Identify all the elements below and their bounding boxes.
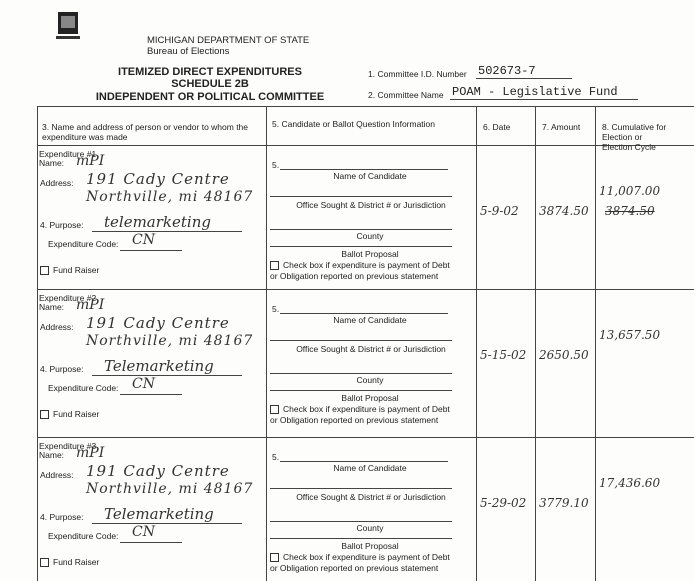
committee-name-value: POAM - Legislative Fund xyxy=(452,85,618,99)
name-of-candidate-label: Name of Candidate xyxy=(333,463,407,473)
debt-obligation-checkbox[interactable]: Check box if expenditure is payment of Debt or Obligation reported on previous statement xyxy=(270,404,450,425)
expenditure-title: Expenditure #1 xyxy=(39,149,97,159)
col-header-vendor: 3. Name and address of person or vendor to whom the expenditure was made xyxy=(42,122,249,142)
expenditure-code-label: Expenditure Code: xyxy=(48,239,119,249)
county-label: County xyxy=(356,375,384,385)
col-header-amount: 7. Amount xyxy=(542,122,581,132)
committee-name-label: 2. Committee Name xyxy=(368,90,444,100)
vendor-name: mPI xyxy=(76,153,105,169)
committee-id-value: 502673-7 xyxy=(478,64,536,78)
name-label: Name: xyxy=(39,302,65,312)
expenditure-code-label: Expenditure Code: xyxy=(48,531,119,541)
vendor-address-line1: 191 Cady Centre xyxy=(86,314,230,332)
form-title-2: SCHEDULE 2B xyxy=(171,78,249,90)
cumulative-amount: 13,657.50 xyxy=(599,328,661,342)
office-sought-label: Office Sought & District # or Jurisdiction xyxy=(296,492,446,502)
fund-raiser-checkbox[interactable]: Fund Raiser xyxy=(40,265,99,275)
purpose-value: telemarketing xyxy=(104,213,211,231)
expenditure-code-value: CN xyxy=(132,376,155,392)
form-title-3: INDEPENDENT OR POLITICAL COMMITTEE xyxy=(95,91,325,103)
office-sought-label: Office Sought & District # or Jurisdiction xyxy=(296,200,446,210)
fund-raiser-checkbox[interactable]: Fund Raiser xyxy=(40,409,99,419)
county-label: County xyxy=(356,231,384,241)
state-seal-icon xyxy=(55,10,81,40)
dept-name: MICHIGAN DEPARTMENT OF STATE xyxy=(147,35,310,46)
vendor-address-line1: 191 Cady Centre xyxy=(86,170,230,188)
expenditure-amount: 2650.50 xyxy=(539,348,589,362)
vendor-address-line2: Northville, mi 48167 xyxy=(86,333,254,349)
ballot-proposal-label: Ballot Proposal xyxy=(341,249,399,259)
purpose-label: 4. Purpose: xyxy=(40,512,84,522)
bureau-name: Bureau of Elections xyxy=(147,46,230,57)
name-label: Name: xyxy=(39,158,65,168)
purpose-value: Telemarketing xyxy=(104,357,214,375)
office-sought-label: Office Sought & District # or Jurisdiction xyxy=(296,344,446,354)
cumulative-amount: 11,007.00 xyxy=(599,184,661,198)
ballot-proposal-label: Ballot Proposal xyxy=(341,393,399,403)
address-label: Address: xyxy=(40,178,74,188)
name-of-candidate-label: Name of Candidate xyxy=(333,315,407,325)
committee-id-label: 1. Committee I.D. Number xyxy=(368,69,467,79)
expenditure-date: 5-15-02 xyxy=(480,348,527,362)
purpose-label: 4. Purpose: xyxy=(40,220,84,230)
vendor-address-line2: Northville, mi 48167 xyxy=(86,481,254,497)
vendor-address-line1: 191 Cady Centre xyxy=(86,462,230,480)
form-title-1: ITEMIZED DIRECT EXPENDITURES xyxy=(118,66,302,78)
expenditure-amount: 3779.10 xyxy=(539,496,589,510)
expenditure-date: 5-29-02 xyxy=(480,496,527,510)
expenditure-code-value: CN xyxy=(132,524,155,540)
name-label: Name: xyxy=(39,450,65,460)
address-label: Address: xyxy=(40,470,74,480)
fund-raiser-checkbox[interactable]: Fund Raiser xyxy=(40,557,99,567)
address-label: Address: xyxy=(40,322,74,332)
expenditure-title: Expenditure #2 xyxy=(39,293,97,303)
cumulative-amount-struck: 3874.50 xyxy=(605,204,655,218)
section-5-label: 5. xyxy=(272,452,280,462)
expenditure-code-label: Expenditure Code: xyxy=(48,383,119,393)
expenditure-date: 5-9-02 xyxy=(480,204,519,218)
col-header-date: 6. Date xyxy=(483,122,511,132)
section-5-label: 5. xyxy=(272,304,280,314)
cumulative-amount: 17,436.60 xyxy=(599,476,661,490)
vendor-address-line2: Northville, mi 48167 xyxy=(86,189,254,205)
vendor-name: mPI xyxy=(76,445,105,461)
purpose-value: Telemarketing xyxy=(104,505,214,523)
section-5-label: 5. xyxy=(272,160,280,170)
debt-obligation-checkbox[interactable]: Check box if expenditure is payment of Debt or Obligation reported on previous statement xyxy=(270,552,450,573)
expenditure-code-value: CN xyxy=(132,232,155,248)
vendor-name: mPI xyxy=(76,297,105,313)
name-of-candidate-label: Name of Candidate xyxy=(333,171,407,181)
debt-obligation-checkbox[interactable]: Check box if expenditure is payment of Debt or Obligation reported on previous statement xyxy=(270,260,450,281)
col-header-cumulative: 8. Cumulative for Election or Election Cycle xyxy=(602,122,667,152)
ballot-proposal-label: Ballot Proposal xyxy=(341,541,399,551)
purpose-label: 4. Purpose: xyxy=(40,364,84,374)
expenditure-amount: 3874.50 xyxy=(539,204,589,218)
county-label: County xyxy=(356,523,384,533)
expenditure-title: Expenditure #3 xyxy=(39,441,97,451)
col-header-candidate: 5. Candidate or Ballot Question Information xyxy=(272,119,436,129)
